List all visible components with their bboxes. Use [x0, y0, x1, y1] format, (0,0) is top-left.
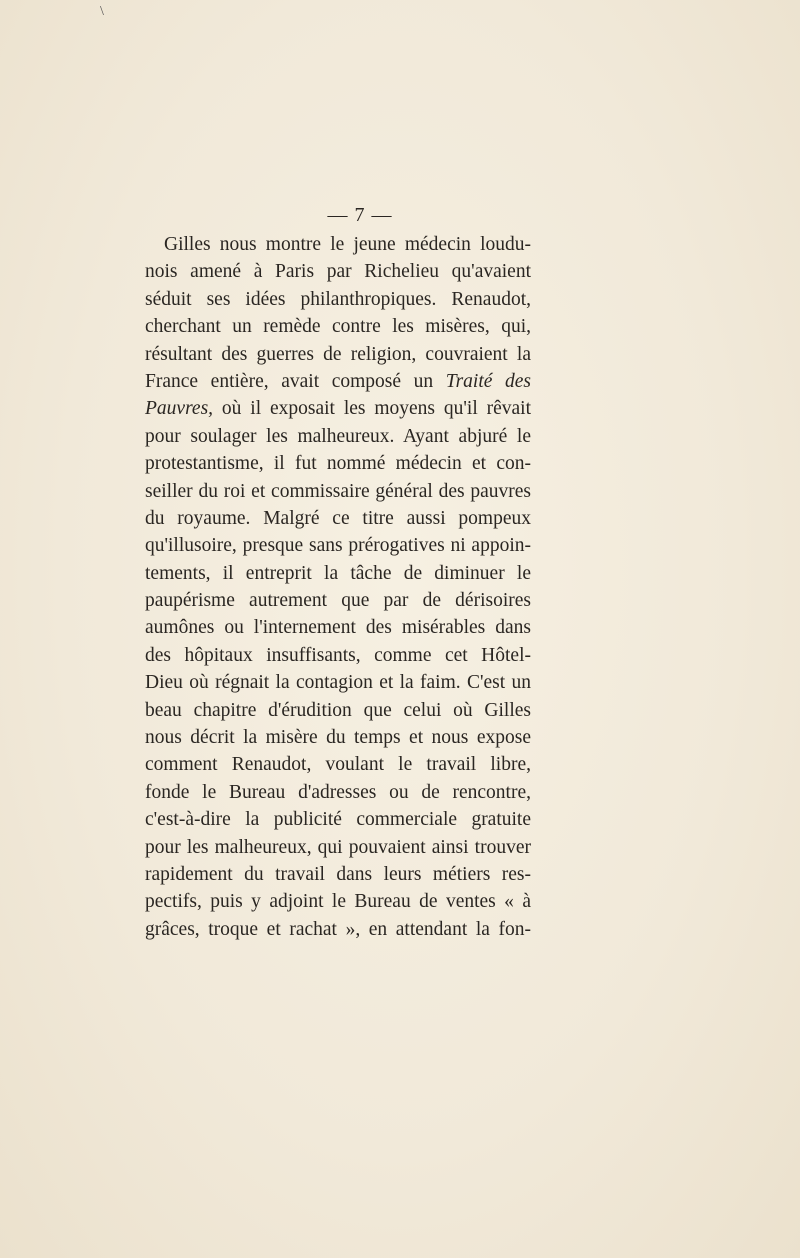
text-line: nois amené à Paris par Richelieu qu'avaient: [145, 261, 531, 283]
text-line: fonde le Bureau d'adresses ou de rencontre,: [145, 781, 531, 803]
text-line: cherchant un remède contre les misères, qui,: [145, 316, 531, 338]
page-number: — 7 —: [327, 204, 393, 226]
text-line: [145, 368, 531, 395]
text-line: c'est-à-dire la publicité commerciale gratuite: [145, 809, 531, 831]
text-line: résultant des guerres de religion, couvraient la: [145, 343, 531, 365]
text-line: tements, il entreprit la tâche de diminuer le: [145, 562, 531, 584]
text-line: seiller du roi et commissaire général des pauvres: [145, 480, 531, 502]
text-line: Dieu où régnait la contagion et la faim. C'est un: [145, 672, 531, 694]
text-line: grâces, troque et rachat », en attendant la fon-: [145, 918, 531, 940]
text-segment: France entière, avait composé un: [145, 370, 434, 392]
text-line: pour les malheureux, qui pouvaient ainsi trouver: [145, 836, 531, 858]
text-line: protestantisme, il fut nommé médecin et con-: [145, 453, 531, 475]
body-paragraph: [145, 231, 531, 943]
text-line: aumônes ou l'internement des misérables dans: [145, 617, 531, 639]
book-title-italic-cont: Pauvres,: [145, 398, 214, 420]
text-line: du royaume. Malgré ce titre aussi pompeux: [145, 507, 531, 529]
book-title-italic: Traité des: [445, 370, 532, 392]
text-line: [145, 395, 531, 422]
text-line: beau chapitre d'érudition que celui où Gilles: [145, 699, 531, 721]
text-line: rapidement du travail dans leurs métiers res-: [145, 863, 531, 885]
text-line: pectifs, puis y adjoint le Bureau de ventes « à: [145, 891, 531, 913]
text-line: paupérisme autrement que par de dérisoires: [145, 590, 531, 612]
text-line: nous décrit la misère du temps et nous expose: [145, 727, 531, 749]
text-line: Gilles nous montre le jeune médecin loudu-: [164, 234, 531, 255]
text-segment: où il exposait les moyens qu'il rêvait: [213, 398, 531, 420]
text-line: qu'illusoire, presque sans prérogatives ni appoin-: [145, 535, 531, 557]
text-line: séduit ses idées philanthropiques. Renaudot,: [145, 288, 531, 310]
text-line: pour soulager les malheureux. Ayant abjuré le: [145, 425, 531, 447]
stray-mark: \: [100, 4, 104, 19]
text-line: comment Renaudot, voulant le travail libre,: [145, 754, 531, 776]
text-line: des hôpitaux insuffisants, comme cet Hôtel-: [145, 644, 531, 666]
